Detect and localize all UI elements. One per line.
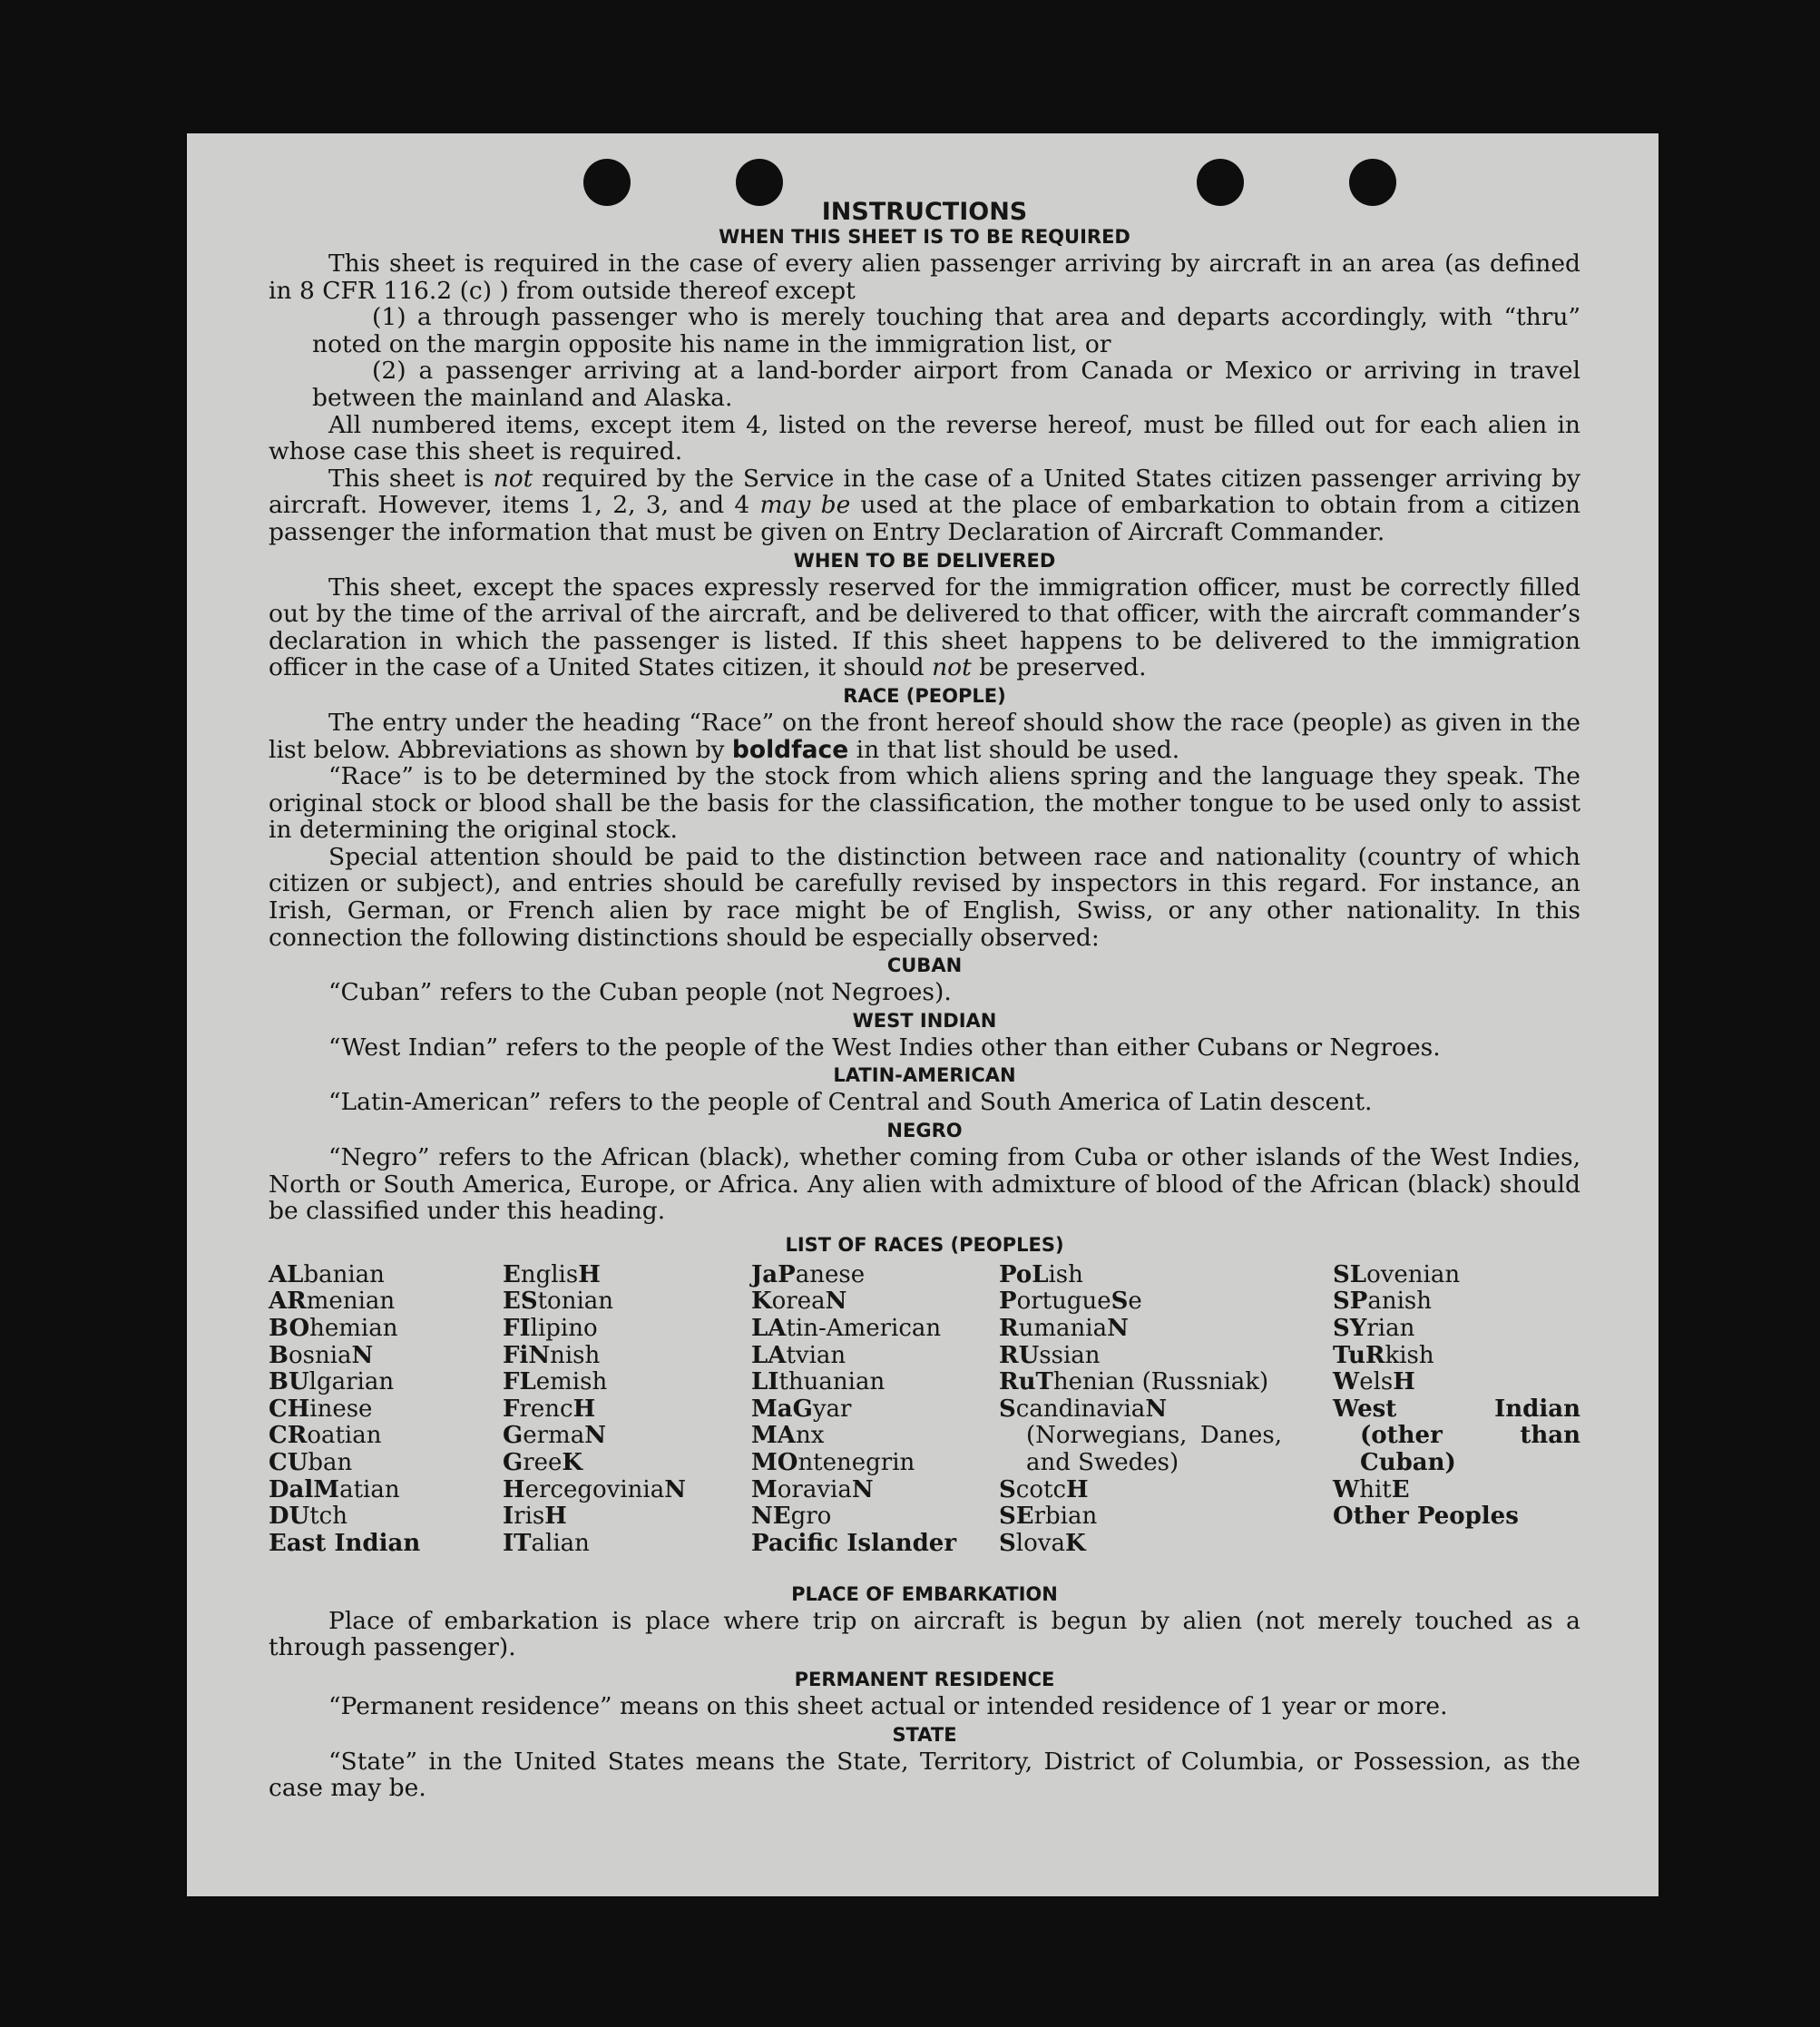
section-title-when-required: WHEN THIS SHEET IS TO BE REQUIRED	[719, 226, 1130, 248]
race-entry: SlovaK	[999, 1529, 1086, 1557]
paragraph: “Latin-American” refers to the people of Central and South America of Latin descent.	[328, 1088, 1373, 1117]
race-entry: GreeK	[503, 1448, 583, 1476]
race-list	[269, 1262, 1580, 1580]
race-entry: CUban	[269, 1448, 353, 1476]
section-title-latin-american: LATIN-AMERICAN	[833, 1064, 1016, 1087]
race-entry: CHinese	[269, 1395, 373, 1423]
race-entry: WhitE	[1333, 1475, 1410, 1503]
race-entry: Other Peoples	[1333, 1503, 1519, 1531]
section-title-race: RACE (PEOPLE)	[843, 684, 1006, 707]
instructions-content	[269, 197, 1580, 1802]
race-entry: KoreaN	[751, 1288, 847, 1316]
race-entry: ARmenian	[269, 1288, 396, 1316]
paragraph: “Permanent residence” means on this sheet actual or intended residence of 1 year or more.	[328, 1692, 1448, 1720]
exception-item-1: (1) a through passenger who is merely touching that area and departs accordingly, with “thru” noted on the margin opposite his name in the immigration list, or	[312, 303, 1580, 358]
race-entry: PoLish	[999, 1260, 1083, 1288]
page-title: INSTRUCTIONS	[821, 198, 1028, 226]
race-entry: BUlgarian	[269, 1368, 395, 1396]
race-entry: SPanish	[1333, 1288, 1432, 1316]
paragraph: Place of embarkation is place where trip on aircraft is begun by alien (not merely touched as a through passenger).	[269, 1606, 1580, 1662]
race-entry: EnglisH	[503, 1260, 601, 1288]
race-entry: ScandinaviaN (Norwegians, Danes, and Swedes)	[999, 1395, 1282, 1476]
race-entry: FLemish	[503, 1368, 608, 1396]
race-entry: LAtvian	[751, 1341, 846, 1369]
race-entry: EStonian	[503, 1288, 614, 1316]
race-entry: IrisH	[503, 1503, 567, 1531]
race-entry: CRoatian	[269, 1422, 382, 1450]
race-entry: JaPanese	[751, 1260, 866, 1288]
paragraph: This sheet, except the spaces expressly reserved for the immigration officer, must be correctly filled out by the time of the arrival of the aircraft, and be delivered to that officer, with the aircraft commander’s declaration in which the passenger is listed. If this sheet happens to be delivered to the immigration officer in the case of a United States citizen, it should not be preserved.	[269, 573, 1580, 682]
race-entry: MaGyar	[751, 1395, 852, 1423]
section-title-residence: PERMANENT RESIDENCE	[794, 1669, 1055, 1690]
paragraph: Special attention should be paid to the distinction between race and nationality (country of which citizen or subject), and entries should be carefully revised by inspectors in this regard. For instance, an Irish, German, or French alien by race might be of English, Swiss, or any other nationality. In this connection the following distinctions should be especially observed:	[269, 842, 1580, 952]
race-column-2	[503, 1262, 686, 1558]
section-title-when-delivered: WHEN TO BE DELIVERED	[793, 549, 1056, 572]
race-entry: MAnx	[751, 1422, 825, 1450]
race-entry: DUtch	[269, 1503, 347, 1531]
race-entry: TuRkish	[1333, 1341, 1434, 1369]
race-entry: MoraviaN	[751, 1475, 874, 1503]
paragraph: This sheet is not required by the Service in the case of a United States citizen passenger arriving by aircraft. However, items 1, 2, 3, and 4 may be used at the place of embarkation to obtain from a citizen passenger the information that must be given on Entry Declaration of Aircraft Commander.	[269, 464, 1581, 546]
section-title-cuban: CUBAN	[886, 955, 963, 977]
race-entry: ITalian	[503, 1529, 590, 1557]
race-entry: LIthuanian	[751, 1368, 886, 1396]
race-column-3	[751, 1262, 956, 1558]
race-entry: East Indian	[269, 1529, 421, 1557]
paragraph: This sheet is required in the case of every alien passenger arriving by aircraft in an area (as defined in 8 CFR 116.2 (c) ) from outside thereof except	[269, 250, 1580, 305]
race-entry: BosniaN	[269, 1341, 374, 1369]
section-title-list-of-races: LIST OF RACES (PEOPLES)	[785, 1233, 1064, 1256]
race-entry: SErbian	[999, 1503, 1098, 1531]
race-entry: GermaN	[503, 1422, 606, 1450]
race-entry: ALbanian	[269, 1260, 385, 1288]
race-entry: RuThenian (Russniak)	[999, 1368, 1269, 1396]
race-entry: FrencH	[503, 1395, 596, 1423]
race-entry: MOntenegrin	[751, 1448, 915, 1476]
race-entry: LAtin-American	[751, 1315, 942, 1342]
race-column-4	[999, 1262, 1282, 1558]
race-entry: SLovenian	[1333, 1260, 1461, 1288]
document-page	[187, 133, 1659, 1896]
race-column-1	[269, 1262, 420, 1558]
race-entry: BOhemian	[269, 1315, 398, 1342]
race-entry: West Indian (other than Cuban)	[1333, 1395, 1580, 1476]
paragraph: “Race” is to be determined by the stock from which aliens spring and the language they speak. The original stock or blood shall be the basis for the classification, the mother tongue to be used only to assist in determining the original stock.	[269, 762, 1580, 845]
race-entry: HercegoviniaN	[503, 1475, 686, 1503]
section-title-negro: NEGRO	[886, 1120, 963, 1142]
paragraph: “West Indian” refers to the people of the West Indies other than either Cubans or Negroes.	[328, 1033, 1441, 1062]
race-entry: FIlipino	[503, 1315, 598, 1342]
paragraph: The entry under the heading “Race” on the front hereof should show the race (people) as given in the list below. Abbreviations as shown by boldface in that list should be used.	[269, 708, 1580, 764]
race-entry: ScotcH	[999, 1475, 1089, 1503]
exception-item-2: (2) a passenger arriving at a land-border airport from Canada or Mexico or arriving in travel between the mainland and Alaska.	[312, 357, 1580, 412]
race-entry: PortugueSe	[999, 1288, 1142, 1316]
race-entry: SYrian	[1333, 1315, 1415, 1342]
race-column-5	[1333, 1262, 1580, 1531]
race-entry: Pacific Islander	[751, 1529, 957, 1557]
race-entry: RumaniaN	[999, 1315, 1129, 1342]
paragraph: “State” in the United States means the State, Territory, District of Columbia, or Possession, as the case may be.	[269, 1747, 1580, 1803]
race-entry: NEgro	[751, 1503, 832, 1531]
race-entry: DalMatian	[269, 1475, 400, 1503]
section-title-state: STATE	[892, 1723, 957, 1746]
race-entry: RUssian	[999, 1341, 1101, 1369]
section-title-west-indian: WEST INDIAN	[852, 1009, 997, 1032]
race-entry: FiNnish	[503, 1341, 601, 1369]
paragraph: All numbered items, except item 4, listed on the reverse hereof, must be filled out for each alien in whose case this sheet is required.	[269, 410, 1580, 466]
race-entry: WelsH	[1333, 1368, 1415, 1396]
paragraph: “Cuban” refers to the Cuban people (not Negroes).	[328, 978, 952, 1007]
section-title-embarkation: PLACE OF EMBARKATION	[791, 1582, 1058, 1605]
paragraph: “Negro” refers to the African (black), whether coming from Cuba or other islands of the West Indies, North or South America, Europe, or Africa. Any alien with admixture of blood of the African (black) should be classified under this heading.	[269, 1143, 1580, 1226]
